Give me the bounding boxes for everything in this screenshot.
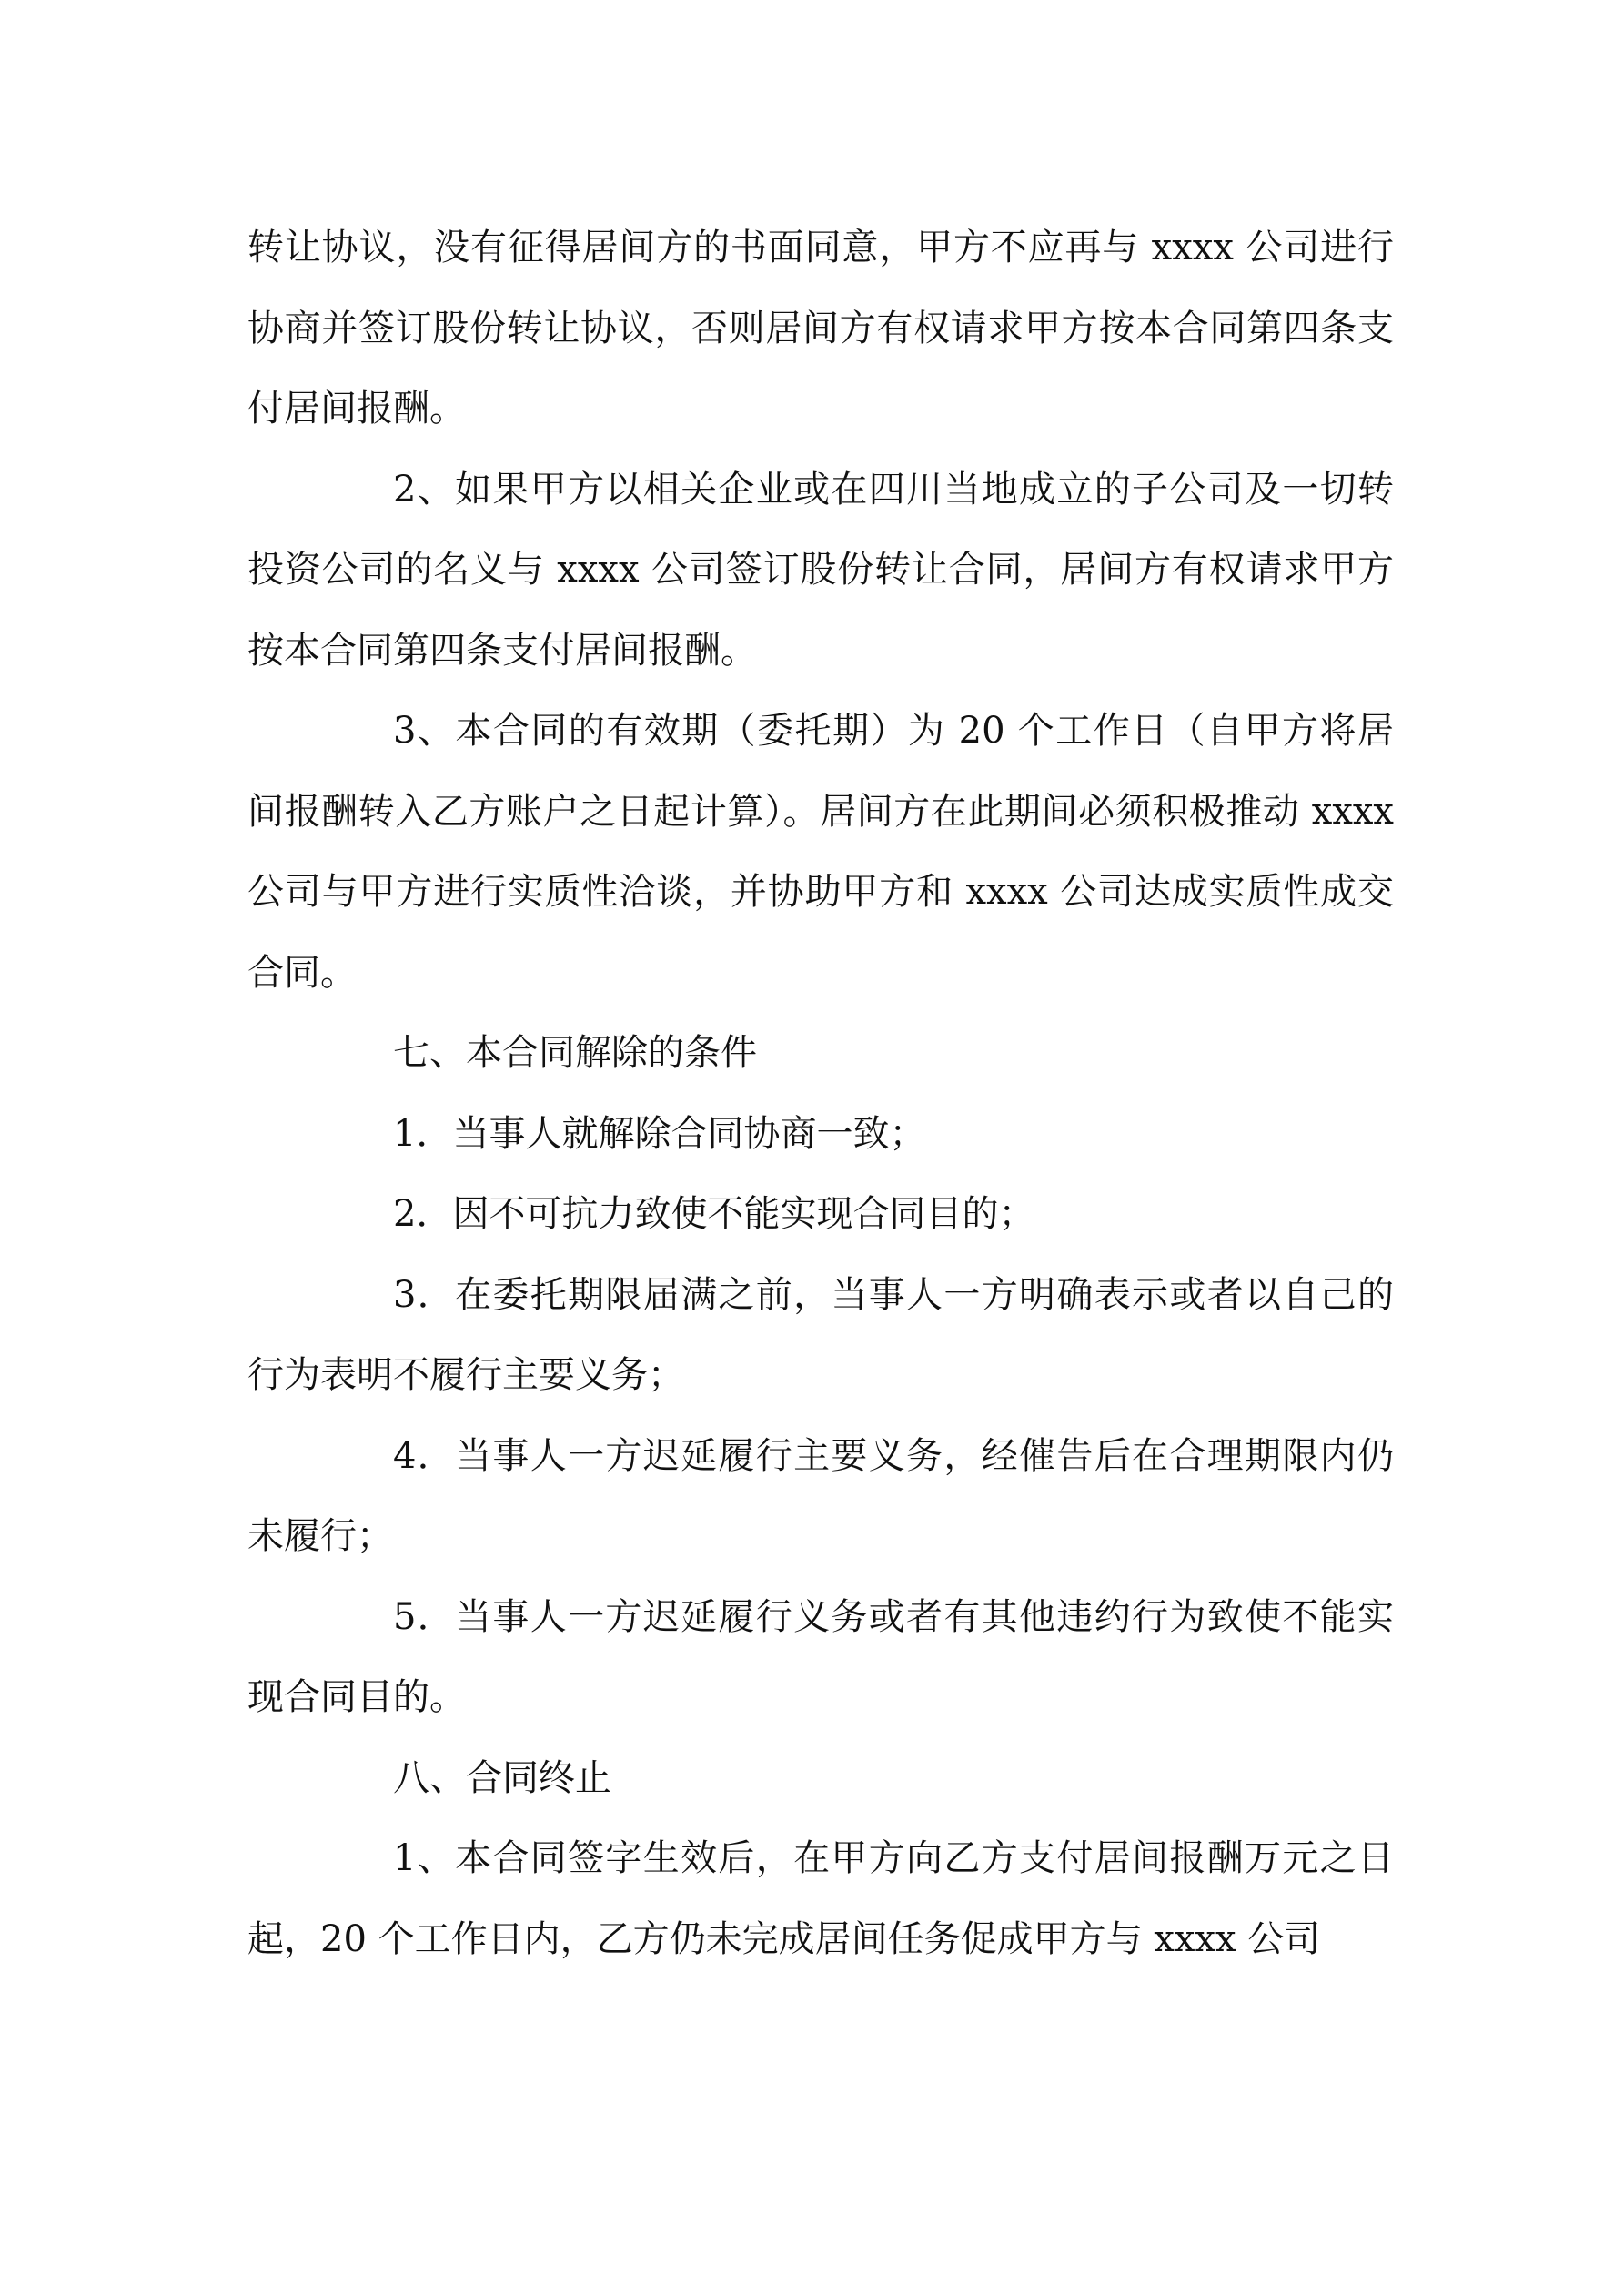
paragraph-clause-3: 3、本合同的有效期（委托期）为 20 个工作日（自甲方将居间报酬转入乙方账户之日起计算）。居间方在此期间必须积极推动 xxxx 公司与甲方进行实质性洽谈，并协助甲方和 xxxx 公司达成实质性成交合同。	[247, 710, 1394, 994]
paragraph-clause-2: 2、如果甲方以相关企业或在四川当地成立的子公司及一切转投资公司的名义与 xxxx 公司签订股份转让合同，居间方有权请求甲方按本合同第四条支付居间报酬。	[247, 468, 1394, 672]
paragraph-transfer-agreement: 转让协议，没有征得居间方的书面同意，甲方不应再与 xxxx 公司进行协商并签订股份转让协议，否则居间方有权请求甲方按本合同第四条支付居间报酬。	[247, 227, 1394, 430]
section-heading-termination-conditions: 七、本合同解除的条件	[393, 1032, 757, 1074]
section-heading-contract-end: 八、合同终止	[393, 1756, 611, 1799]
termination-condition-4: 4．当事人一方迟延履行主要义务，经催告后在合理期限内仍未履行；	[247, 1434, 1394, 1557]
contract-end-clause-1: 1、本合同签字生效后，在甲方向乙方支付居间报酬万元之日起，20 个工作日内，乙方仍未完成居间任务促成甲方与 xxxx 公司	[247, 1837, 1394, 1960]
termination-condition-5: 5．当事人一方迟延履行义务或者有其他违约行为致使不能实现合同目的。	[247, 1595, 1394, 1718]
document-body	[247, 207, 1394, 1979]
termination-condition-1: 1．当事人就解除合同协商一致；	[393, 1112, 926, 1155]
termination-condition-3: 3．在委托期限届满之前，当事人一方明确表示或者以自己的行为表明不履行主要义务；	[247, 1273, 1394, 1396]
termination-condition-2: 2．因不可抗力致使不能实现合同目的；	[393, 1193, 1035, 1235]
